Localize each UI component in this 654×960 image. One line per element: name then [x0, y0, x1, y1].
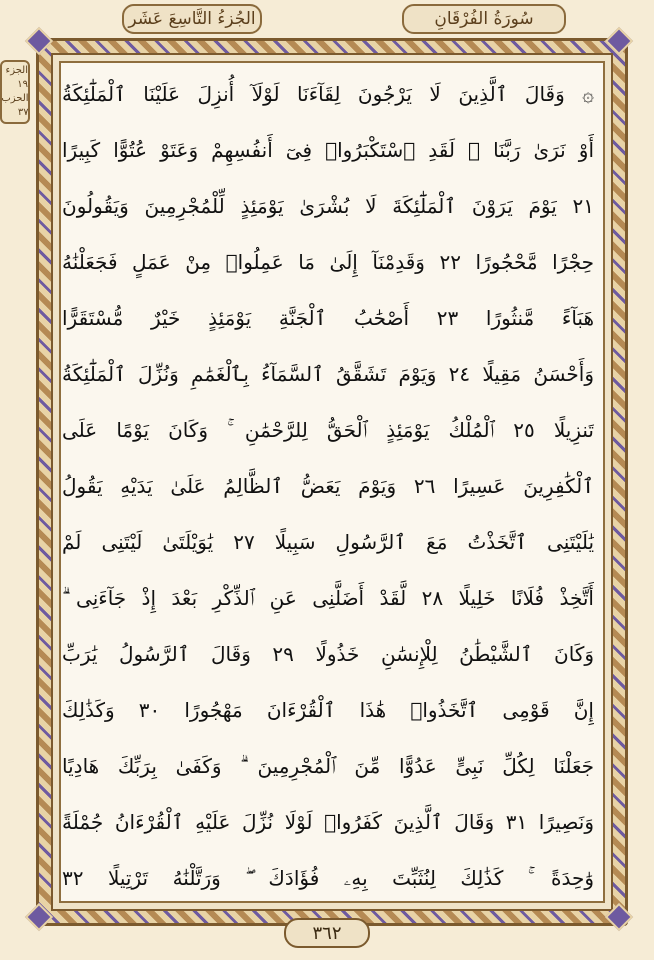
juz-hizb-marker — [0, 60, 30, 124]
text-line: ٢١ يَوْمَ يَرَوْنَ ٱلْمَلَٰٓئِكَةَ لَا بُشْرَىٰ يَوْمَئِذٍ لِّلْمُجْرِمِينَ وَيَقُولُونَ — [62, 194, 594, 218]
text-line: وَنَصِيرًا ٣١ وَقَالَ ٱلَّذِينَ كَفَرُوا۟ لَوْلَا نُزِّلَ عَلَيْهِ ٱلْقُرْءَانُ جُمْلَةً — [62, 810, 594, 834]
text-line: جَعَلْنَا لِكُلِّ نَبِىٍّ عَدُوًّا مِّنَ ٱلْمُجْرِمِينَ ۗ وَكَفَىٰ بِرَبِّكَ هَادِيًا — [62, 754, 594, 778]
text-line: وَٰحِدَةً ۚ كَذَٰلِكَ لِنُثَبِّتَ بِهِۦ فُؤَادَكَ ۖ وَرَتَّلْنَٰهُ تَرْتِيلًا ٣٢ — [62, 866, 594, 890]
text-line: إِنَّ قَوْمِى ٱتَّخَذُوا۟ هَٰذَا ٱلْقُرْءَانَ مَهْجُورًا ٣٠ وَكَذَٰلِكَ — [62, 698, 594, 722]
juz-title: الجُزءُ التَّاسِعَ عَشَر — [122, 4, 262, 34]
text-line: يَٰلَيْتَنِى ٱتَّخَذْتُ مَعَ ٱلرَّسُولِ سَبِيلًا ٢٧ يَٰوَيْلَتَىٰ لَيْتَنِى لَمْ — [62, 530, 594, 554]
page-header — [0, 0, 654, 40]
text-line: هَبَآءً مَّنثُورًا ٢٣ أَصْحَٰبُ ٱلْجَنَّةِ يَوْمَئِذٍ خَيْرٌ مُّسْتَقَرًّا — [62, 306, 594, 330]
text-line: وَكَانَ ٱلشَّيْطَٰنُ لِلْإِنسَٰنِ خَذُولًا ٢٩ وَقَالَ ٱلرَّسُولُ يَٰرَبِّ — [62, 642, 594, 666]
quran-text — [62, 66, 594, 906]
text-line: ٱلْكَٰفِرِينَ عَسِيرًا ٢٦ وَيَوْمَ يَعَضُّ ٱلظَّالِمُ عَلَىٰ يَدَيْهِ يَقُولُ — [62, 474, 594, 498]
text-line: أَوْ نَرَىٰ رَبَّنَا ۗ لَقَدِ ٱسْتَكْبَرُوا۟ فِىٓ أَنفُسِهِمْ وَعَتَوْ عُتُوًّا كَبِيرًا — [62, 138, 594, 162]
text-line: وَأَحْسَنُ مَقِيلًا ٢٤ وَيَوْمَ تَشَقَّقُ ٱلسَّمَآءُ بِٱلْغَمَٰمِ وَنُزِّلَ ٱلْمَلَٰٓئِكَةُ — [62, 362, 594, 386]
juz-number: الجزء ١٩ — [5, 65, 28, 90]
text-line: تَنزِيلًا ٢٥ ٱلْمُلْكُ يَوْمَئِذٍ ٱلْحَقُّ لِلرَّحْمَٰنِ ۚ وَكَانَ يَوْمًا عَلَى — [62, 418, 594, 442]
surah-title: سُورَةُ الفُرْقَانِ — [402, 4, 566, 34]
page-number: ٣٦٢ — [284, 918, 370, 948]
text-line: أَتَّخِذْ فُلَانًا خَلِيلًا ٢٨ لَّقَدْ أَضَلَّنِى عَنِ ٱلذِّكْرِ بَعْدَ إِذْ جَآءَنِى ۗ — [62, 586, 594, 610]
hizb-number: الحزب ٣٧ — [1, 93, 29, 118]
text-line: ۞ وَقَالَ ٱلَّذِينَ لَا يَرْجُونَ لِقَآءَنَا لَوْلَآ أُنزِلَ عَلَيْنَا ٱلْمَلَٰٓئِكَةُ — [62, 82, 594, 106]
text-line: حِجْرًا مَّحْجُورًا ٢٢ وَقَدِمْنَآ إِلَىٰ مَا عَمِلُوا۟ مِنْ عَمَلٍ فَجَعَلْنَٰهُ — [62, 250, 594, 274]
